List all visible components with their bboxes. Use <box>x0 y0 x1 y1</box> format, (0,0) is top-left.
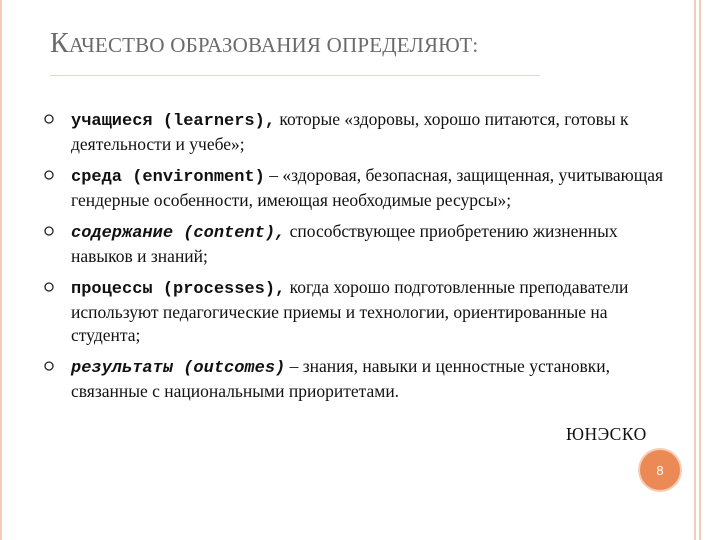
left-frame-border <box>0 0 2 540</box>
source-attribution: ЮНЭСКО <box>566 424 647 444</box>
item-term: содержание (content), <box>71 224 286 243</box>
list-item <box>40 108 680 156</box>
item-text: способствующее приобретению жизненных навыков и знаний; <box>71 221 618 266</box>
item-term: процессы (processes), <box>71 280 286 299</box>
list-item <box>40 220 680 268</box>
list-item <box>40 276 680 347</box>
slide-title-text: АЧЕСТВО ОБРАЗОВАНИЯ ОПРЕДЕЛЯЮТ: <box>68 33 479 57</box>
item-text: – знания, навыки и ценностные установки, связанные с национальными приоритетами. <box>71 356 610 401</box>
item-term: учащиеся (learners), <box>71 112 276 131</box>
right-frame-border-outer <box>699 0 701 540</box>
page-number-badge: 8 <box>640 450 680 490</box>
item-text: когда хорошо подготовленные преподаватели используют педагогические приемы и технологии, ориентированные на студента; <box>71 277 629 345</box>
title-underline <box>50 75 540 76</box>
slide-title <box>50 28 478 60</box>
item-term: среда (environment) <box>71 168 265 187</box>
list-item <box>40 355 680 403</box>
item-text: которые «здоровы, хорошо питаются, готовы к деятельности и учебе»; <box>71 109 629 154</box>
slide-title-initial: К <box>50 28 69 59</box>
bullet-icon <box>44 226 54 236</box>
bullet-icon <box>44 114 54 124</box>
item-term: результаты (outcomes) <box>71 359 286 378</box>
list-item <box>40 164 680 212</box>
item-text: – «здоровая, безопасная, защищенная, учитывающая гендерные особенности, имеющая необходимые ресурсы»; <box>71 165 664 210</box>
bullet-icon <box>44 170 54 180</box>
bullet-icon <box>44 282 54 292</box>
bullet-icon <box>44 361 54 371</box>
criteria-list <box>40 108 680 411</box>
right-frame-border <box>694 0 696 540</box>
